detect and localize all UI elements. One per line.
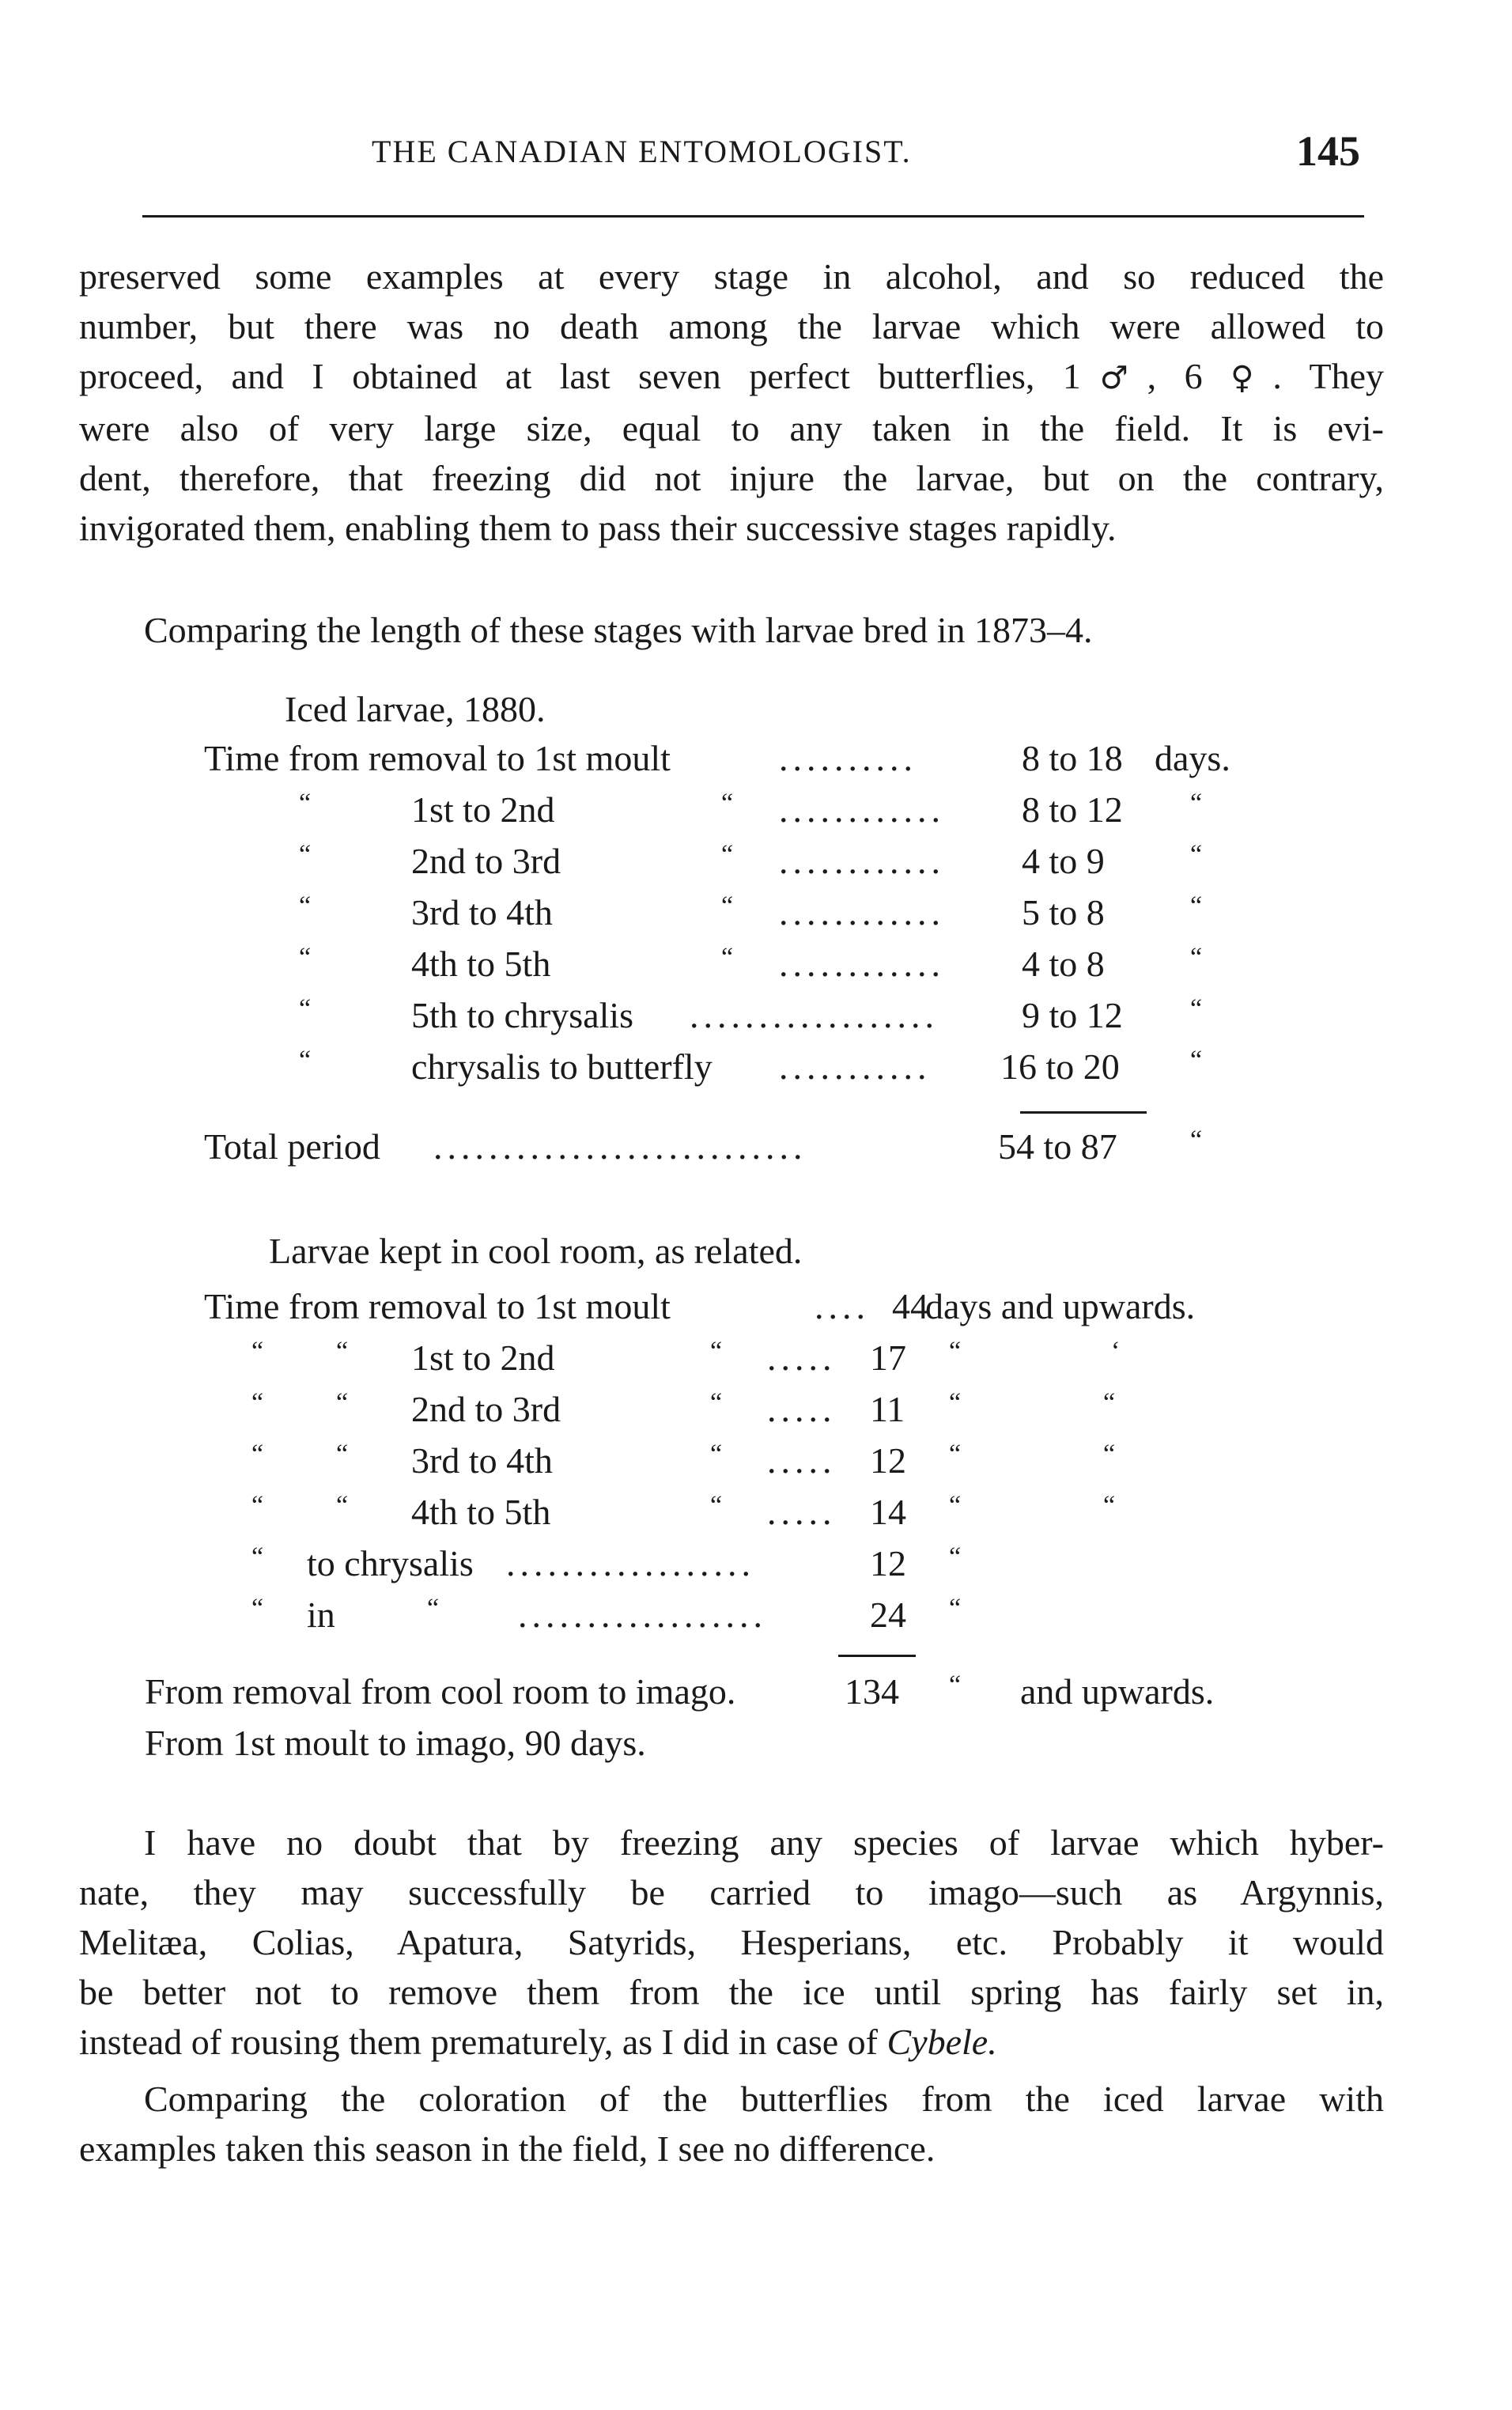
ditto-mark: “ [721,891,734,921]
duration-range: 8 to 18 [1022,738,1123,778]
duration-unit: and upwards. [1020,1671,1215,1712]
stage-label: 1st to 2nd [411,1337,555,1378]
comparing-intro: Comparing the length of these stages with larvae bred in 1873–4. [144,610,1093,650]
cool-row [0,1285,1512,1333]
paragraph-3 [79,2074,1384,2174]
duration-value: 11 [870,1389,905,1429]
paragraph-line: examples taken this season in the field, I see no difference. [79,2128,936,2169]
leader-dots: ............ [779,944,945,984]
ditto-mark: “ [299,840,312,869]
cool-row [0,1388,1512,1436]
ditto-mark: “ [721,943,734,972]
iced-row [0,994,1512,1042]
iced-total-row [0,1126,1512,1173]
iced-row [0,943,1512,990]
stage-label: Time from removal to 1st moult [204,1286,671,1326]
paragraph-line [79,351,1384,403]
line-text: instead of rousing them prematurely, as I did in case of [79,2022,879,2062]
running-title: THE CANADIAN ENTOMOLOGIST. [372,134,912,169]
cool-row [0,1542,1512,1590]
paragraph-line: preserved some examples at every stage in alcohol, and so reduced the [79,256,1384,297]
ditto-mark: “ [949,1388,962,1417]
ditto-mark: “ [1190,1046,1203,1075]
paragraph-line: be better not to remove them from the ice until spring has fairly set in, [79,1972,1384,2012]
ditto-mark: “ [251,1337,264,1366]
ditto-mark: “ [949,1491,962,1520]
cool-summary-row [0,1722,1512,1769]
leader-dots: ............ [779,892,945,933]
ditto-mark: “ [949,1670,962,1700]
ditto-mark: “ [949,1440,962,1469]
duration-value: 17 [870,1337,906,1378]
ditto-mark: “ [251,1542,264,1572]
leader-dots: .................. [506,1543,755,1583]
ditto-mark: “ [1190,840,1203,869]
stage-label: 3rd to 4th [411,892,553,933]
sum-rule [838,1655,916,1657]
ditto-mark: “ [1190,943,1203,972]
leader-dots: ............ [779,789,945,830]
ditto-mark: “ [710,1491,723,1520]
leader-dots: ..... [767,1492,837,1532]
stage-label: chrysalis to butterfly [411,1046,713,1087]
sum-rule [1020,1111,1147,1114]
duration-range: 5 to 8 [1022,892,1105,933]
ditto-mark: “ [251,1594,264,1623]
page-number: 145 [1296,127,1360,175]
stage-label: Time from removal to 1st moult [204,738,671,778]
ditto-mark: “ [1190,1126,1203,1155]
duration-unit: days. [1155,738,1230,778]
female-count: , 6 [1147,356,1203,396]
duration-value: 12 [870,1440,906,1481]
paragraph-line: I have no doubt that by freezing any species of larvae which hyber- [144,1822,1384,1863]
paragraph-line: Comparing the coloration of the butterflies from the iced larvae with [144,2079,1384,2119]
duration-value: 44 [892,1286,928,1326]
line-text: proceed, and I obtained at last seven perfect butterflies, 1 [79,356,1081,396]
ditto-mark: “ [336,1440,349,1469]
stage-label: 2nd to 3rd [411,1389,561,1429]
leader-dots: .......... [779,738,917,778]
cool-table-title: Larvae kept in cool room, as related. [269,1231,803,1271]
stage-label: 4th to 5th [411,1492,551,1532]
leader-dots: .................. [690,995,939,1035]
ditto-mark: “ [336,1337,349,1366]
leader-dots: ............ [779,841,945,881]
leader-dots: ..... [767,1389,837,1429]
ditto-mark: “ [949,1594,962,1623]
total-label: Total period [204,1126,380,1167]
ditto-mark: “ [427,1594,440,1623]
duration-range: 8 to 12 [1022,789,1123,830]
italic-species-name: Cybele. [886,2022,997,2062]
ditto-mark: “ [710,1337,723,1366]
ditto-mark: “ [1103,1388,1116,1417]
leader-dots: .... [815,1286,870,1326]
paragraph-line: were also of very large size, equal to any taken in the field. It is evi- [79,408,1384,448]
iced-row [0,1046,1512,1093]
female-symbol: ♀ [1230,360,1273,396]
ditto-mark: “ [1190,891,1203,921]
iced-row [0,840,1512,887]
ditto-mark: “ [949,1542,962,1572]
duration-range: 4 to 9 [1022,841,1105,881]
paragraph-line: invigorated them, enabling them to pass their successive stages rapidly. [79,508,1117,548]
cool-row [0,1440,1512,1487]
duration-range: 9 to 12 [1022,995,1123,1035]
paragraph-2 [79,1818,1384,2067]
cool-row [0,1594,1512,1641]
page-header [79,127,1360,182]
stage-label: 1st to 2nd [411,789,555,830]
duration-unit: days and upwards. [925,1286,1196,1326]
leader-dots: ........... [779,1046,932,1087]
stage-label: in [307,1595,335,1635]
iced-row [0,891,1512,939]
leader-dots: ........................... [433,1126,807,1167]
duration-range: 4 to 8 [1022,944,1105,984]
ditto-mark: “ [299,943,312,972]
paragraph-1 [79,252,1384,553]
ditto-mark: “ [299,891,312,921]
stage-label: 3rd to 4th [411,1440,553,1481]
male-symbol: ♂ [1080,360,1147,396]
paragraph-line: nate, they may successfully be carried to imago—such as Argynnis, [79,1872,1384,1912]
leader-dots: .................. [518,1595,767,1635]
duration-value: 24 [870,1595,906,1635]
leader-dots: ..... [767,1440,837,1481]
ditto-mark: ‘ [1111,1337,1121,1366]
ditto-mark: “ [336,1491,349,1520]
ditto-mark: “ [710,1388,723,1417]
duration-value: 134 [845,1671,899,1712]
cool-row [0,1491,1512,1538]
duration-value: 12 [870,1543,906,1583]
leader-dots: ..... [767,1337,837,1378]
stage-label: 5th to chrysalis [411,995,634,1035]
paragraph-line [79,2017,1384,2067]
header-rule [142,215,1364,218]
ditto-mark: “ [336,1388,349,1417]
duration-range: 54 to 87 [998,1126,1117,1167]
summary-label: From removal from cool room to imago. [145,1671,736,1712]
ditto-mark: “ [1190,789,1203,818]
iced-row [0,737,1512,785]
duration-value: 14 [870,1492,906,1532]
ditto-mark: “ [299,994,312,1023]
iced-row [0,789,1512,836]
ditto-mark: “ [721,840,734,869]
ditto-mark: “ [251,1440,264,1469]
line-end: . They [1272,356,1385,396]
ditto-mark: “ [721,789,734,818]
cool-summary-row [0,1670,1512,1718]
ditto-mark: “ [710,1440,723,1469]
iced-table-title: Iced larvae, 1880. [285,689,546,729]
duration-range: 16 to 20 [1000,1046,1120,1087]
ditto-mark: “ [299,789,312,818]
ditto-mark: “ [251,1491,264,1520]
ditto-mark: “ [1190,994,1203,1023]
ditto-mark: “ [299,1046,312,1075]
paragraph-line: Melitæa, Colias, Apatura, Satyrids, Hesperians, etc. Probably it would [79,1922,1384,1962]
ditto-mark: “ [1103,1491,1116,1520]
paragraph-line: dent, therefore, that freezing did not injure the larvae, but on the contrary, [79,458,1384,498]
ditto-mark: “ [949,1337,962,1366]
ditto-mark: “ [251,1388,264,1417]
stage-label: to chrysalis [307,1543,474,1583]
cool-row [0,1337,1512,1384]
paragraph-line: number, but there was no death among the larvae which were allowed to [79,306,1384,346]
ditto-mark: “ [1103,1440,1116,1469]
stage-label: 4th to 5th [411,944,551,984]
summary-label: From 1st moult to imago, 90 days. [145,1723,646,1763]
stage-label: 2nd to 3rd [411,841,561,881]
